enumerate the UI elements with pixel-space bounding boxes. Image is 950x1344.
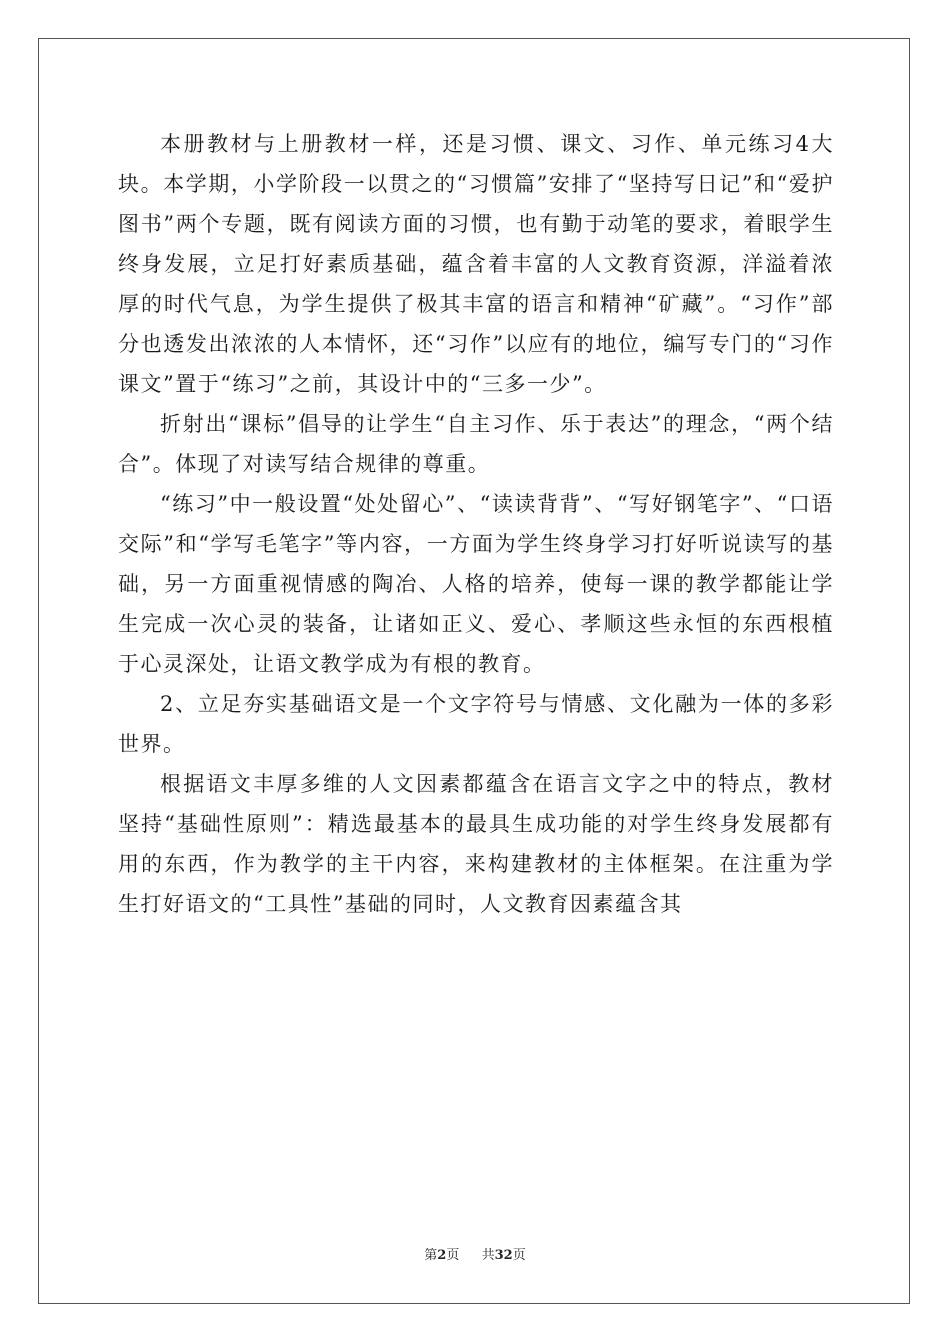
total-pages: 32 bbox=[494, 1248, 513, 1263]
page-number: 2 bbox=[437, 1248, 447, 1263]
document-body bbox=[118, 124, 834, 924]
paragraph-5: 根据语文丰厚多维的人文因素都蕴含在语言文字之中的特点，教材坚持“基础性原则”：精选最基本的最具生成功能的对学生终身发展都有用的东西，作为教学的主干内容，来构建教材的主体框架。在注重为学生打好语文的“工具性”基础的同时，人文教育因素蕴含其 bbox=[118, 772, 834, 916]
paragraph-1: 本册教材与上册教材一样，还是习惯、课文、习作、单元练习4大块。本学期，小学阶段一以贯之的“习惯篇”安排了“坚持写日记”和“爱护图书”两个专题，既有阅读方面的习惯，也有勤于动笔的要求，着眼学生终身发展，立足打好素质基础，蕴含着丰富的人文教育资源，洋溢着浓厚的时代气息，为学生提供了极其丰富的语言和精神“矿藏”。“习作”部分也透发出浓浓的人本情怀，还“习作”以应有的地位，编写专门的“习作课文”置于“练习”之前，其设计中的“三多一少”。 bbox=[118, 132, 834, 396]
total-suffix: 页 bbox=[512, 1248, 526, 1263]
paragraph-3: “练习”中一般设置“处处留心”、“读读背背”、“写好钢笔字”、“口语交际”和“学写毛笔字”等内容，一方面为学生终身学习打好听说读写的基础，另一方面重视情感的陶冶、人格的培养，使每一课的教学都能让学生完成一次心灵的装备，让诸如正义、爱心、孝顺这些永恒的东西根植于心灵深处，让语文教学成为有根的教育。 bbox=[118, 492, 834, 676]
paragraph-2: 折射出“课标”倡导的让学生“自主习作、乐于表达”的理念，“两个结合”。体现了对读写结合规律的尊重。 bbox=[118, 412, 834, 476]
page-footer bbox=[0, 1244, 950, 1263]
page-prefix: 第 bbox=[424, 1248, 438, 1263]
paragraph-4: 2、立足夯实基础语文是一个文字符号与情感、文化融为一体的多彩世界。 bbox=[118, 692, 834, 756]
page-suffix: 页 bbox=[446, 1248, 460, 1263]
total-prefix: 共 bbox=[481, 1248, 495, 1263]
